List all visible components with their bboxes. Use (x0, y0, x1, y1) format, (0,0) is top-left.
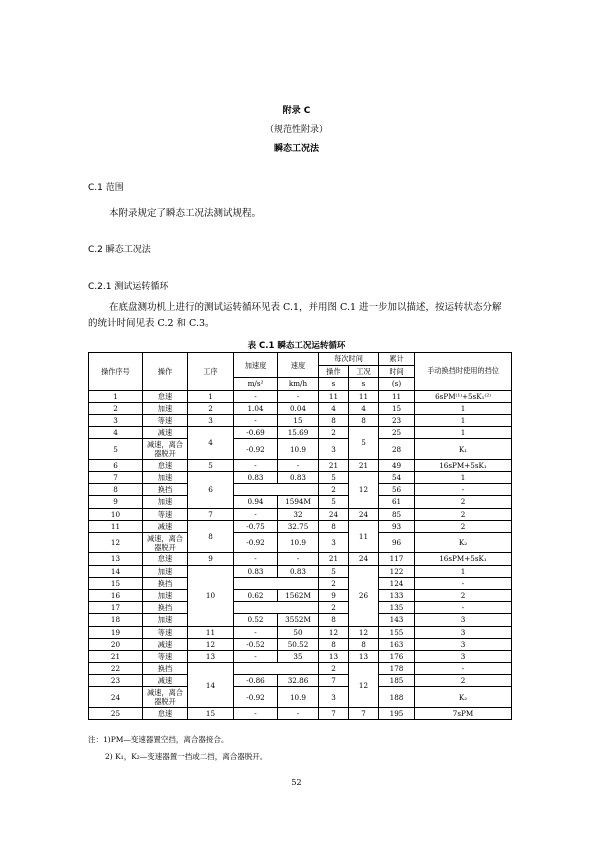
cell-seq: 8 (89, 484, 143, 496)
table-row (89, 663, 512, 675)
cell-op: 等速 (143, 414, 188, 426)
cell-gear: 1 (415, 414, 512, 426)
cell-op: 加速 (143, 565, 188, 577)
cell-seq: 24 (89, 687, 143, 708)
cell-seq: 3 (89, 414, 143, 426)
header-gear: 手动换挡时使用的挡位 (415, 353, 512, 391)
section-c21-heading: C.2.1 测试运转循环 (88, 282, 169, 292)
cell-acc: - (234, 626, 278, 638)
cell-seq: 25 (89, 707, 143, 719)
header-acc-unit: m/s² (234, 378, 278, 391)
cell-cond-time: 12 (349, 663, 379, 708)
table-row (89, 427, 512, 439)
cell-speed: 0.83 (278, 471, 319, 483)
cell-op-time: 11 (319, 390, 349, 402)
cell-cum: 23 (379, 414, 415, 426)
cell-speed: - (278, 459, 319, 471)
cell-speed: 35 (278, 650, 319, 662)
table-row (89, 687, 512, 708)
cell-speed: 50 (278, 626, 319, 638)
table-row (89, 553, 512, 565)
cell-seq: 15 (89, 577, 143, 589)
cell-acc: 1.04 (234, 402, 278, 414)
cell-cond-time: 8 (349, 414, 379, 426)
cell-cum: 85 (379, 508, 415, 520)
cell-cond-time: 13 (349, 650, 379, 662)
cell-cum: 96 (379, 532, 415, 553)
cell-seq: 16 (89, 589, 143, 601)
cell-speed: 1594M (278, 496, 319, 508)
cell-acc: 0.62 (234, 589, 278, 601)
cell-op-time: 9 (319, 589, 349, 601)
cell-speed: - (278, 553, 319, 565)
table-row (89, 707, 512, 719)
cell-gear: K₂ (415, 687, 512, 708)
cell-op: 怠速 (143, 459, 188, 471)
cell-op: 减速 (143, 427, 188, 439)
cell-gear: 2 (415, 675, 512, 687)
cell-op-time: 7 (319, 675, 349, 687)
cell-op: 减速 (143, 638, 188, 650)
cell-gear: K₁ (415, 439, 512, 460)
cell-cond-time: 24 (349, 508, 379, 520)
cell-cum: 122 (379, 565, 415, 577)
cell-gear: 2 (415, 589, 512, 601)
table-row (89, 614, 512, 626)
cell-speed: 3552M (278, 614, 319, 626)
page-number: 52 (291, 778, 302, 787)
table-row (89, 459, 512, 471)
cell-empty (234, 484, 319, 496)
table-note-1: 注：1)PM—变速器置空挡，离合器接合。 (88, 735, 229, 744)
table-row (89, 390, 512, 402)
cell-op-time: 2 (319, 663, 349, 675)
cell-cum: 143 (379, 614, 415, 626)
cell-seq: 20 (89, 638, 143, 650)
cell-acc: -0.75 (234, 520, 278, 532)
cell-gear: 3 (415, 626, 512, 638)
section-c1-heading: C.1 范围 (88, 183, 124, 193)
cell-op-time: 5 (319, 565, 349, 577)
cell-cum: 135 (379, 602, 415, 614)
cell-proc: 3 (188, 414, 234, 426)
cell-speed: - (278, 390, 319, 402)
header-each-time: 每次时间 (319, 353, 379, 366)
cell-cond-time: 12 (349, 471, 379, 508)
header-speed: 速度 (278, 353, 319, 378)
header-cum: 累计 (379, 353, 415, 366)
section-c21-body: 在底盘测功机上进行的测试运转循环见表 C.1，并用图 C.1 进一步加以描述，按运转状态分解的统计时间见表 C.2 和 C.3。 (88, 302, 502, 329)
cell-cum: 155 (379, 626, 415, 638)
cell-gear: 2 (415, 520, 512, 532)
header-cum-time: 时间 (379, 365, 415, 378)
table-row (89, 520, 512, 532)
cell-acc: - (234, 414, 278, 426)
cell-seq: 5 (89, 439, 143, 460)
header-op-time: 操作 (319, 365, 349, 378)
cell-gear: 3 (415, 614, 512, 626)
cell-op-time: 8 (319, 520, 349, 532)
cell-seq: 1 (89, 390, 143, 402)
cell-acc: -0.69 (234, 427, 278, 439)
cell-op: 等速 (143, 650, 188, 662)
cell-cum: 117 (379, 553, 415, 565)
cell-op-time: 24 (319, 508, 349, 520)
cell-cond-time: 5 (349, 427, 379, 460)
cell-seq: 12 (89, 532, 143, 553)
cell-cum: 163 (379, 638, 415, 650)
cell-proc: 13 (188, 650, 234, 662)
cell-cum: 11 (379, 390, 415, 402)
cell-gear: 16sPM+5sK₁ (415, 553, 512, 565)
cell-seq: 2 (89, 402, 143, 414)
cell-op: 减速，离合器脱开 (143, 687, 188, 708)
cell-cum: 188 (379, 687, 415, 708)
cell-op-time: 3 (319, 439, 349, 460)
cell-op: 加速 (143, 496, 188, 508)
cell-proc: 2 (188, 402, 234, 414)
cell-speed: 15 (278, 414, 319, 426)
cell-op-time: 2 (319, 577, 349, 589)
cell-gear: 1 (415, 427, 512, 439)
header-op: 操作 (143, 353, 188, 391)
cell-op-time: 21 (319, 553, 349, 565)
cell-gear: - (415, 602, 512, 614)
cell-op: 加速 (143, 614, 188, 626)
cell-gear: - (415, 484, 512, 496)
cell-cond-time: 7 (349, 707, 379, 719)
cell-op-time: 21 (319, 459, 349, 471)
header-proc: 工序 (188, 353, 234, 391)
cell-seq: 18 (89, 614, 143, 626)
header-seq: 操作序号 (89, 353, 143, 391)
cell-speed: 32 (278, 508, 319, 520)
cell-gear: 6sPM⁽¹⁾+5sK₁⁽²⁾ (415, 390, 512, 402)
cell-seq: 17 (89, 602, 143, 614)
cell-cond-time: 21 (349, 459, 379, 471)
cell-cum: 133 (379, 589, 415, 601)
cell-op-time: 2 (319, 602, 349, 614)
cell-op: 怠速 (143, 390, 188, 402)
cell-op-time: 4 (319, 402, 349, 414)
cell-cum: 195 (379, 707, 415, 719)
cell-speed: 10.9 (278, 687, 319, 708)
table-row (89, 508, 512, 520)
cell-acc: -0.52 (234, 638, 278, 650)
cell-cum: 176 (379, 650, 415, 662)
cell-cond-time: 8 (349, 638, 379, 650)
cell-seq: 7 (89, 471, 143, 483)
cell-op-time: 8 (319, 414, 349, 426)
cell-gear: 3 (415, 638, 512, 650)
cell-op: 等速 (143, 626, 188, 638)
cell-op: 减速 (143, 520, 188, 532)
cell-op-time: 5 (319, 471, 349, 483)
header-cond-time-unit: s (349, 378, 379, 391)
cell-proc: 10 (188, 565, 234, 626)
cell-op-time: 2 (319, 427, 349, 439)
cell-acc: - (234, 390, 278, 402)
cell-proc: 4 (188, 427, 234, 460)
cell-cum: 93 (379, 520, 415, 532)
cell-op-time: 3 (319, 532, 349, 553)
table-row (89, 626, 512, 638)
cell-gear: 1 (415, 565, 512, 577)
cell-proc: 9 (188, 553, 234, 565)
section-c1-body: 本附录规定了瞬态工况法测试规程。 (109, 208, 262, 219)
cell-cond-time: 24 (349, 553, 379, 565)
cell-seq: 23 (89, 675, 143, 687)
cell-speed: 50.52 (278, 638, 319, 650)
cell-speed: 1562M (278, 589, 319, 601)
cell-seq: 4 (89, 427, 143, 439)
cell-proc: 5 (188, 459, 234, 471)
cell-acc: 0.52 (234, 614, 278, 626)
cell-acc: - (234, 553, 278, 565)
table-row (89, 484, 512, 496)
cell-cum: 28 (379, 439, 415, 460)
cell-seq: 6 (89, 459, 143, 471)
header-cum-unit: (s) (379, 378, 415, 391)
table-row (89, 471, 512, 483)
appendix-title: 瞬态工况法 (273, 144, 319, 154)
cell-acc: 0.83 (234, 471, 278, 483)
appendix-label: 附录 C (282, 106, 311, 116)
cell-seq: 13 (89, 553, 143, 565)
cell-acc: -0.92 (234, 687, 278, 708)
cell-seq: 21 (89, 650, 143, 662)
cell-acc: -0.86 (234, 675, 278, 687)
cell-op: 加速 (143, 402, 188, 414)
table-row (89, 650, 512, 662)
cell-op-time: 12 (319, 626, 349, 638)
cell-cum: 185 (379, 675, 415, 687)
cell-seq: 10 (89, 508, 143, 520)
cell-proc: 6 (188, 471, 234, 508)
cell-gear: 1 (415, 402, 512, 414)
cell-op-time: 5 (319, 496, 349, 508)
cell-acc: 0.94 (234, 496, 278, 508)
cell-empty (234, 602, 319, 614)
cell-seq: 22 (89, 663, 143, 675)
header-cond-time: 工况 (349, 365, 379, 378)
table-row (89, 414, 512, 426)
transient-cycle-table (88, 352, 512, 720)
cell-op: 换挡 (143, 663, 188, 675)
cell-proc: 8 (188, 520, 234, 553)
cell-op-time: 13 (319, 650, 349, 662)
cell-speed: - (278, 707, 319, 719)
cell-seq: 9 (89, 496, 143, 508)
cell-cum: 61 (379, 496, 415, 508)
table-row (89, 675, 512, 687)
cell-proc: 1 (188, 390, 234, 402)
cell-acc: - (234, 459, 278, 471)
table-row (89, 589, 512, 601)
cell-gear: 3 (415, 650, 512, 662)
cell-speed: 10.9 (278, 439, 319, 460)
cell-gear: 1 (415, 471, 512, 483)
cell-op: 减速，离合器脱开 (143, 439, 188, 460)
cell-proc: 7 (188, 508, 234, 520)
header-speed-unit: km/h (278, 378, 319, 391)
cell-proc: 12 (188, 638, 234, 650)
table-row (89, 638, 512, 650)
cell-proc: 11 (188, 626, 234, 638)
cell-cum: 124 (379, 577, 415, 589)
header-op-time-unit: s (319, 378, 349, 391)
cell-gear: - (415, 577, 512, 589)
cell-speed: 10.9 (278, 532, 319, 553)
cell-speed: 15.69 (278, 427, 319, 439)
table-row (89, 439, 512, 460)
cell-op-time: 2 (319, 484, 349, 496)
table-row (89, 496, 512, 508)
cell-gear: 2 (415, 496, 512, 508)
cell-speed: 0.04 (278, 402, 319, 414)
cell-cum: 49 (379, 459, 415, 471)
cell-cum: 25 (379, 427, 415, 439)
cell-proc: 14 (188, 663, 234, 708)
cell-cond-time: 26 (349, 565, 379, 626)
cell-gear: 2 (415, 508, 512, 520)
cell-op: 等速 (143, 508, 188, 520)
cell-seq: 11 (89, 520, 143, 532)
table-row (89, 577, 512, 589)
cell-cum: 178 (379, 663, 415, 675)
cell-acc: - (234, 707, 278, 719)
cell-acc: 0.83 (234, 565, 278, 577)
cell-cum: 15 (379, 402, 415, 414)
cell-proc: 15 (188, 707, 234, 719)
cell-cum: 56 (379, 484, 415, 496)
cell-empty (234, 663, 319, 675)
table-note-2: 2) K₁，K₂—变速器置一挡或二挡，离合器脱开。 (105, 752, 268, 761)
cell-op-time: 8 (319, 614, 349, 626)
cell-speed: 32.75 (278, 520, 319, 532)
cell-cond-time: 11 (349, 390, 379, 402)
table-row (89, 602, 512, 614)
cell-speed: 32.86 (278, 675, 319, 687)
normative-label: （规范性附录） (264, 125, 328, 135)
cell-op: 换挡 (143, 484, 188, 496)
cell-op-time: 8 (319, 638, 349, 650)
cell-gear: 16sPM+5sK₁ (415, 459, 512, 471)
cell-op-time: 7 (319, 707, 349, 719)
cell-cond-time: 4 (349, 402, 379, 414)
table-header-row (89, 353, 512, 366)
cell-empty (234, 577, 319, 589)
cell-gear: 7sPM (415, 707, 512, 719)
cell-gear: - (415, 663, 512, 675)
cell-cond-time: 11 (349, 520, 379, 553)
cell-op: 加速 (143, 471, 188, 483)
cell-op-time: 3 (319, 687, 349, 708)
section-c2-heading: C.2 瞬态工况法 (88, 245, 151, 255)
table-row (89, 565, 512, 577)
cell-op: 换挡 (143, 577, 188, 589)
cell-acc: - (234, 650, 278, 662)
cell-seq: 19 (89, 626, 143, 638)
table-row (89, 402, 512, 414)
cell-cum: 54 (379, 471, 415, 483)
cell-seq: 14 (89, 565, 143, 577)
cell-op: 换挡 (143, 602, 188, 614)
cell-op: 减速，离合器脱开 (143, 532, 188, 553)
cell-op: 怠速 (143, 553, 188, 565)
cell-acc: -0.92 (234, 439, 278, 460)
table-caption: 表 C.1 瞬态工况运转循环 (247, 341, 346, 351)
header-acc: 加速度 (234, 353, 278, 378)
cell-gear: K₂ (415, 532, 512, 553)
cell-op: 减速 (143, 675, 188, 687)
cell-cond-time: 12 (349, 626, 379, 638)
cell-acc: - (234, 508, 278, 520)
cell-op: 怠速 (143, 707, 188, 719)
cell-acc: -0.92 (234, 532, 278, 553)
cell-op: 加速 (143, 589, 188, 601)
cell-speed: 0.83 (278, 565, 319, 577)
table-row (89, 532, 512, 553)
